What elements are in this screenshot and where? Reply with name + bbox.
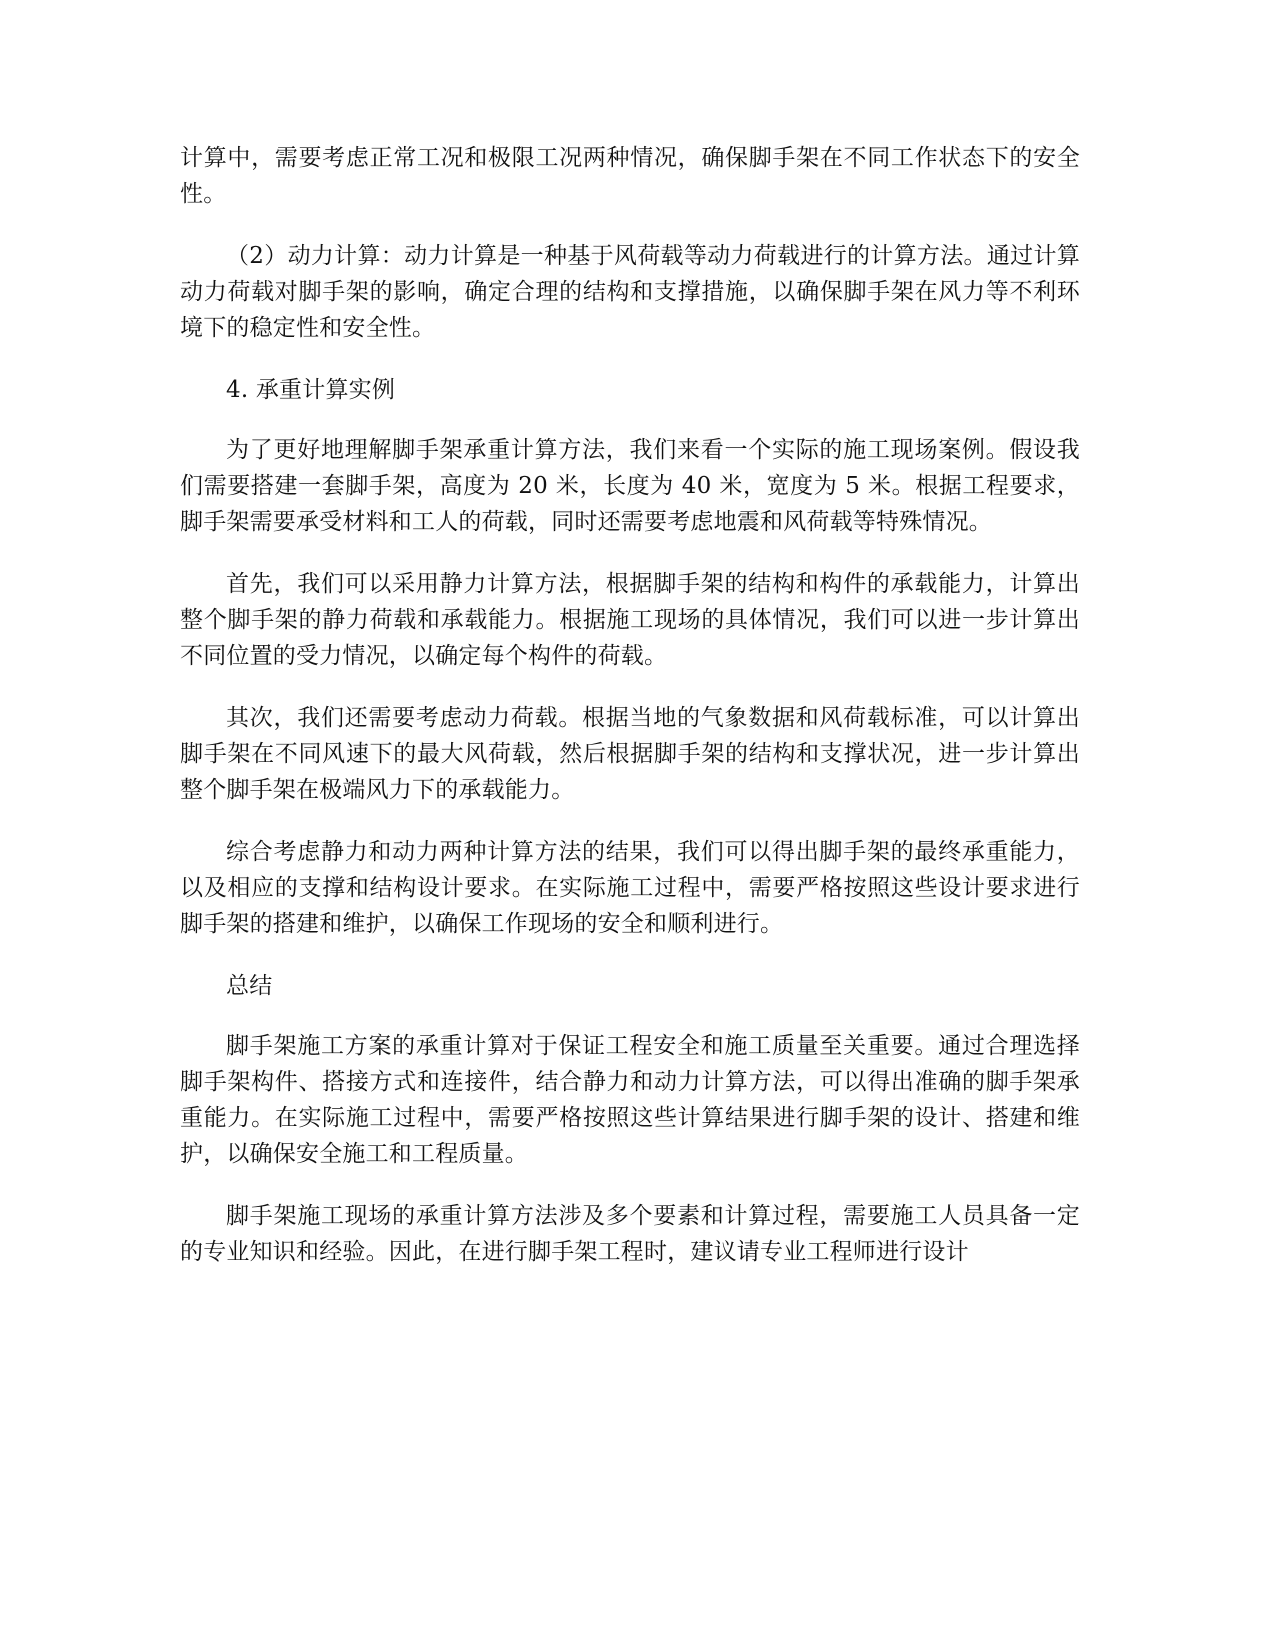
paragraph-combined-result: 综合考虑静力和动力两种计算方法的结果，我们可以得出脚手架的最终承重能力，以及相应的支撑和结构设计要求。在实际施工过程中，需要严格按照这些设计要求进行脚手架的搭建和维护，以确保工作现场的安全和顺利进行。	[180, 839, 1080, 937]
paragraph-static-method: 首先，我们可以采用静力计算方法，根据脚手架的结构和构件的承载能力，计算出整个脚手架的静力荷载和承载能力。根据施工现场的具体情况，我们可以进一步计算出不同位置的受力情况，以确定每个构件的荷载。	[180, 571, 1080, 669]
section-heading-example: 4. 承重计算实例	[226, 377, 396, 403]
paragraph-example-intro: 为了更好地理解脚手架承重计算方法，我们来看一个实际的施工现场案例。假设我们需要搭建一套脚手架，高度为 20 米，长度为 40 米，宽度为 5 米。根据工程要求，脚手架需要承受材料和工人的荷载，同时还需要考虑地震和风荷载等特殊情况。	[180, 437, 1080, 535]
section-heading-summary: 总结	[226, 973, 273, 999]
paragraph-summary-2: 脚手架施工现场的承重计算方法涉及多个要素和计算过程，需要施工人员具备一定的专业知识和经验。因此，在进行脚手架工程时，建议请专业工程师进行设计	[180, 1203, 1080, 1265]
paragraph-dynamic-calculation: （2）动力计算：动力计算是一种基于风荷载等动力荷载进行的计算方法。通过计算动力荷载对脚手架的影响，确定合理的结构和支撑措施，以确保脚手架在风力等不利环境下的稳定性和安全性。	[180, 243, 1080, 341]
document-page	[180, 140, 1080, 1296]
paragraph-continuation: 计算中，需要考虑正常工况和极限工况两种情况，确保脚手架在不同工作状态下的安全性。	[180, 145, 1080, 207]
paragraph-dynamic-load: 其次，我们还需要考虑动力荷载。根据当地的气象数据和风荷载标准，可以计算出脚手架在不同风速下的最大风荷载，然后根据脚手架的结构和支撑状况，进一步计算出整个脚手架在极端风力下的承载能力。	[180, 705, 1080, 803]
paragraph-summary-1: 脚手架施工方案的承重计算对于保证工程安全和施工质量至关重要。通过合理选择脚手架构件、搭接方式和连接件，结合静力和动力计算方法，可以得出准确的脚手架承重能力。在实际施工过程中，需要严格按照这些计算结果进行脚手架的设计、搭建和维护，以确保安全施工和工程质量。	[180, 1033, 1080, 1167]
